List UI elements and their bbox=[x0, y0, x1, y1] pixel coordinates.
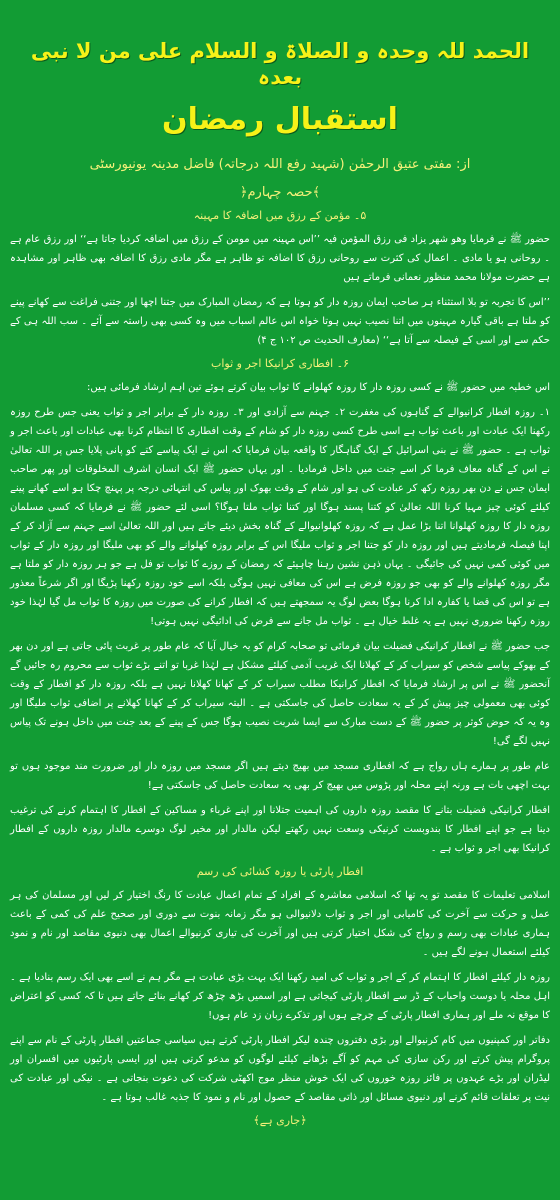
paragraph: ’’اس کا تجربہ تو بلا استثناء ہر صاحب ایمان روزہ دار کو ہوتا ہے کہ رمضان المبارک میں جتنا اچھا اور جتنی فراغت سے کھانے پینے کو ملتا ہے باقی گیارہ مہینوں میں اتنا نصیب نہیں ہوتا خواہ اس عالم اسباب میں وہ کسی بھی راستہ سے آئے ۔ سب اللہ ہی کے حکم سے اور اسی کے فیصلہ سے آتا ہے‘‘ (معارف الحدیث ص ۱۰۲ ج ۴) bbox=[10, 297, 550, 346]
paragraph: دفاتر اور کمپنیوں میں کام کرنیوالے اور بڑی دفتروں چندہ لیکر افطار پارٹی کرتے ہیں سیاسی جماعتیں افطار پارٹی کے نام سے اپنے پروگرام پیش کرتے اور رکن سازی کی مہم کو آگے بڑھانے کیلئے لوگوں کو مدعو کرتی ہیں اور ایسی پارٹیوں میں افسران اور لیڈران اور بڑے عہدوں پر فائز روزہ خوروں کی ایک خوش منظر موج اکھٹی شرکت کی دعوت بنجاتی ہے ۔ نیکی اور عبادت کی نیت پر تعلقات قائم کرنے اور دنیوی مسائل اور ذاتی مقاصد کے حصول اور نام و نمود کا جذبہ غالب ہوتا ہے ۔ bbox=[10, 1035, 550, 1103]
paragraph: افطار کرانیکی فضیلت بتانے کا مقصد روزہ داروں کی اہمیت جتلانا اور اپنے غرباء و مساکین کے افطار کا اہتمام کرنے کی ترغیب دینا ہے جو اپنے افطار کا بندوبست کرنیکی وسعت نہیں رکھتے لیکن مالدار اور مخیر لوگ دوسرے مالدار روزہ داروں کے افطار کرانیکا بھی اجر و ثواب ہے ۔ bbox=[10, 805, 550, 854]
bismillah-line: الحمد للہ وحدہ و الصلاۃ و السلام علی من لا نبی بعدہ bbox=[30, 39, 530, 89]
part-label: ﴿حصہ چہارم﴾ bbox=[239, 185, 321, 200]
section-heading-iftar-reward: ۶۔ افطاری کرانیکا اجر و ثواب bbox=[210, 357, 350, 370]
section-heading-rizq: ۵۔ مؤمن کے رزق میں اضافہ کا مہینہ bbox=[193, 209, 367, 222]
paragraph: روزہ دار کیلئے افطار کا اہتمام کر کے اجر و ثواب کی امید رکھنا ایک بہت بڑی عبادت ہے مگر ہم نے اسے بھی ایک رسم بنادیا ہے ۔ اہل محلہ یا دوست واحباب کے ڈر سے افطار پارٹی کیجاتی ہے اور اسمیں بڑھ چڑھ کر کھانے بنائے جاتے ہیں تا کہ کسی کو اعتراض کا موقع نہ ملے اور ہماری افطار پارٹی کے چرچے ہوں اور تذکرے زبان زد عام ہوں! bbox=[10, 972, 550, 1021]
paragraph: ۱۔ روزہ افطار کرانیوالے کے گناہوں کی مغفرت ۲۔ جہنم سے آزادی اور ۳۔ روزہ دار کے برابر اجر و ثواب یعنی جس طرح روزہ رکھنا ایک عبادت اور باعث ثواب ہے اسی طرح کسی روزہ دار کو شام کے وقت افطاری کا انتظام کرنا بھی عبادات اور باعث اجر و ثواب ہے ۔ حضور ﷺ نے بنی اسرائیل کے ایک گناہگار کا واقعہ بیان فرمایا کہ اس نے ایک پیاسے کتے کو پانی پلایا جس پر اللہ تعالیٰ نے اس کے گناہ معاف فرما کر اسے جنت میں داخل فرمادیا ۔ اور یہاں حضور ﷺ ایک انسان اشرف المخلوقات اور پھر صاحب ایمان جس نے دن بھر روزہ رکھ کر عبادت کی ہو اور شام کے وقت بھوک اور پیاس کی انتہائی درجہ پر پہنچ چکا ہو اسے کھانے پینے کیلئے کوئی چیز مہیا کرنا اللہ تعالیٰ کو کتنا پسند ہوگا اور کتنا ثواب ملتا ہوگا؟ اسی لئے حضور ﷺ نے فرمایا کہ کسی مسلمان روزہ دار کا روزہ کھلوانا اتنا بڑا عمل ہے کہ روزہ کھلوانیوالے کے گناہ بخش دیئے جاتے ہیں اور اللہ تعالیٰ اسے جہنم سے آزاد کر کے اپنا فیصلہ فرمادیتے ہیں اور روزہ دار کو جتنا اجر و ثواب ملیگا اس کے برابر روزہ کھلوانے والے کو بھی ملیگا اور روزہ دار کے ثواب میں کوئی کمی نہیں کی جائیگی ۔ یہاں ذہن نشین رہنا چاہیئے کہ رمضان کے روزے کا ثواب تو فل ہے جو ہر روزہ دار کو ملتا ہے مگر روزہ کھلوانے والے کو بھی جو روزہ فرض ہے اس کی معافی نہیں ہوگی بلکہ اسے خود روزہ رکھنا پڑیگا اور اگر شرعاً معذور ہے تو اس کی قضا یا کفارہ ادا کرنا ہوگا بعض لوگ یہ سمجھتے ہیں کہ افطار کرانے کی صورت میں روزہ کا ثواب مل گیا لہٰذا خود روزہ رکھنا ضروری نہیں ہے یہ غلط خیال ہے ۔ ثواب مل جانے سے فرض کی ادائیگی نہیں ہوتی! bbox=[10, 407, 550, 627]
paragraph: جب حضور ﷺ نے افطار کرانیکی فضیلت بیان فرمائی تو صحابہ کرام کو یہ خیال آیا کہ عام طور پر غربت پائی جاتی ہے اور دن بھر کے بھوکے پیاسے شخص کو سیراب کر کے کھلانا ایک غریب آدمی کیلئے مشکل ہے لہٰذا غربا تو اتنے بڑے ثواب سے محروم رہ جائیں گے آنحضور ﷺ نے اس پر ارشاد فرمایا کہ افطار کرانیکا مطلب سیراب کر کے کھانا کھلانا نہیں ہے بلکہ روزہ دار کو افطار کے وقت کوئی بھی معمولی چیز پیش کر کے یہ سعادت حاصل کی جاسکتی ہے ۔ البتہ سیراب کر کے کھانا کھلانے پر اضافی ثواب ملیگا اور وہ یہ کہ حوض کوثر پر حضور ﷺ کے دست مبارک سے ایسا شربت نصیب ہوگا جس کے پینے کے بعد جنت میں داخل ہونے تک پیاس نہیں لگے گی! bbox=[10, 641, 550, 747]
paragraph: اس خطبہ میں حضور ﷺ نے کسی روزہ دار کا روزہ کھلوانے کا ثواب بیان کرتے ہوئے تین اہم ارشاد فرمائی ہیں: bbox=[86, 382, 550, 393]
paragraph: عام طور پر ہمارے ہاں رواج ہے کہ افطاری مسجد میں بھیج دیتے ہیں اگر مسجد میں روزہ دار اور ضرورت مند موجود ہوں تو بہت اچھی بات ہے ورنہ اپنے محلہ اور پڑوس میں بھیج کر بھی یہ سعادت حاصل کی جاسکتی ہے! bbox=[10, 761, 550, 791]
page-title: استقبال رمضان bbox=[162, 102, 398, 137]
paragraph: اسلامی تعلیمات کا مقصد تو یہ تھا کہ اسلامی معاشرہ کے افراد کے تمام اعمال عبادت کا رنگ اختیار کر لیں اور مسلمان کی ہر عمل و حرکت سے آخرت کی کامیابی اور اجر و ثواب دلانیوالی ہو مگر زمانہ بنوت سے دوری اور صحیح علم کی کمی کے باعث ہماری عبادات بھی رسم و رواج کی شکل اختیار کرتی ہیں اور آخرت کی تیاری کرنیوالے اعمال بھی دنیوی مقاصد اور نام و نمود کیلئے استعمال ہونے لگے ہیں ۔ bbox=[10, 890, 550, 958]
section-heading-iftar-party: افطار پارٹی یا روزہ کشائی کی رسم bbox=[196, 865, 364, 878]
continued-label: ﴿جاری ہے﴾ bbox=[253, 1114, 307, 1127]
paragraph: حضور ﷺ نے فرمایا وھو شھر یزاد فی رزق المؤمن فیہ ’’اس مہینہ میں مومن کے رزق میں اضافہ کردیا جاتا ہے‘‘ اور رزق عام ہے ۔ روحانی ہو یا مادی ۔ اعمال کی کثرت سے روحانی رزق کا اضافہ تو ظاہر ہے مگر مادی رزق کا اضافہ بھی ظاہر اور مشاہدہ ہے حضرت مولانا محمد منظور نعمانی فرماتے ہیں bbox=[10, 234, 550, 283]
author-line: از: مفتی عتیق الرحمٰن (شہید رفع اللہ درجاتہ) فاضل مدینہ یونیورسٹی bbox=[89, 157, 471, 172]
